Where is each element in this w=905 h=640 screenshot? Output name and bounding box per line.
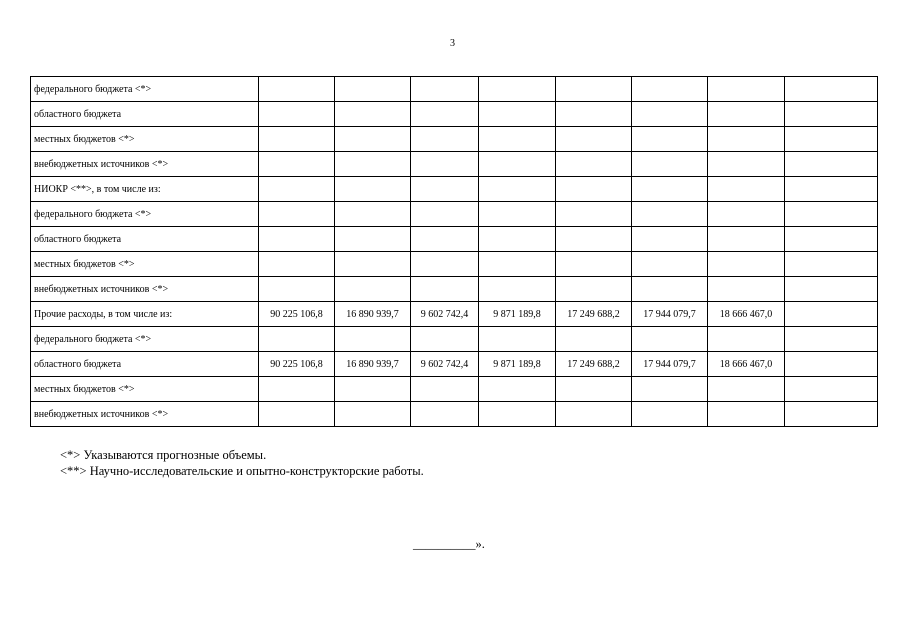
value-cell <box>556 77 632 102</box>
value-cell <box>479 377 556 402</box>
row-label: федерального бюджета <*> <box>31 77 259 102</box>
table-body <box>31 77 878 427</box>
value-cell <box>411 102 479 127</box>
value-cell: 18 666 467,0 <box>708 352 785 377</box>
row-label: областного бюджета <box>31 227 259 252</box>
table-row <box>31 227 878 252</box>
value-cell <box>259 77 335 102</box>
value-cell <box>632 227 708 252</box>
value-cell: 9 602 742,4 <box>411 352 479 377</box>
value-cell <box>632 327 708 352</box>
value-cell <box>556 202 632 227</box>
row-label: местных бюджетов <*> <box>31 252 259 277</box>
table-row <box>31 102 878 127</box>
value-cell: 18 666 467,0 <box>708 302 785 327</box>
value-cell <box>632 277 708 302</box>
value-cell <box>632 202 708 227</box>
value-cell <box>259 277 335 302</box>
row-label: федерального бюджета <*> <box>31 327 259 352</box>
value-cell <box>411 77 479 102</box>
empty-cell <box>785 127 878 152</box>
table-row <box>31 127 878 152</box>
value-cell <box>335 377 411 402</box>
value-cell <box>411 252 479 277</box>
row-label: НИОКР <**>, в том числе из: <box>31 177 259 202</box>
table-row <box>31 377 878 402</box>
value-cell <box>708 277 785 302</box>
table-row <box>31 77 878 102</box>
value-cell <box>708 152 785 177</box>
closing-text: __________». <box>413 537 485 551</box>
value-cell <box>259 152 335 177</box>
value-cell <box>708 77 785 102</box>
row-label: областного бюджета <box>31 102 259 127</box>
value-cell <box>335 327 411 352</box>
table-row <box>31 202 878 227</box>
value-cell <box>556 127 632 152</box>
value-cell <box>632 402 708 427</box>
empty-cell <box>785 327 878 352</box>
value-cell <box>708 127 785 152</box>
value-cell <box>479 177 556 202</box>
value-cell <box>479 327 556 352</box>
value-cell <box>335 77 411 102</box>
empty-cell <box>785 152 878 177</box>
value-cell <box>708 202 785 227</box>
value-cell <box>259 402 335 427</box>
row-label: областного бюджета <box>31 352 259 377</box>
footnote-niokr: <**> Научно-исследовательские и опытно-конструкторские работы. <box>60 464 424 478</box>
value-cell <box>259 327 335 352</box>
value-cell <box>411 277 479 302</box>
value-cell <box>708 227 785 252</box>
table-row <box>31 352 878 377</box>
value-cell: 16 890 939,7 <box>335 302 411 327</box>
value-cell <box>259 177 335 202</box>
value-cell <box>556 152 632 177</box>
value-cell: 16 890 939,7 <box>335 352 411 377</box>
row-label: местных бюджетов <*> <box>31 377 259 402</box>
value-cell <box>259 377 335 402</box>
value-cell <box>479 277 556 302</box>
value-cell <box>708 252 785 277</box>
value-cell <box>335 277 411 302</box>
footnote-forecast: <*> Указываются прогнозные объемы. <box>60 448 267 462</box>
value-cell <box>632 252 708 277</box>
value-cell <box>411 152 479 177</box>
value-cell <box>335 102 411 127</box>
row-label: внебюджетных источников <*> <box>31 152 259 177</box>
value-cell <box>556 377 632 402</box>
value-cell <box>632 152 708 177</box>
empty-cell <box>785 402 878 427</box>
value-cell: 90 225 106,8 <box>259 302 335 327</box>
value-cell <box>708 177 785 202</box>
value-cell <box>411 127 479 152</box>
value-cell <box>411 177 479 202</box>
table-row <box>31 327 878 352</box>
value-cell <box>479 227 556 252</box>
value-cell <box>556 177 632 202</box>
table-row <box>31 277 878 302</box>
value-cell <box>335 252 411 277</box>
value-cell: 17 249 688,2 <box>556 302 632 327</box>
table-row <box>31 152 878 177</box>
value-cell <box>259 127 335 152</box>
value-cell: 17 944 079,7 <box>632 352 708 377</box>
table-row <box>31 177 878 202</box>
value-cell <box>335 402 411 427</box>
empty-cell <box>785 377 878 402</box>
table-row <box>31 302 878 327</box>
value-cell <box>259 252 335 277</box>
value-cell: 90 225 106,8 <box>259 352 335 377</box>
empty-cell <box>785 302 878 327</box>
value-cell: 17 249 688,2 <box>556 352 632 377</box>
value-cell <box>335 152 411 177</box>
value-cell <box>556 227 632 252</box>
value-cell: 9 871 189,8 <box>479 352 556 377</box>
value-cell <box>411 202 479 227</box>
value-cell <box>556 277 632 302</box>
value-cell <box>259 227 335 252</box>
value-cell <box>335 127 411 152</box>
row-label: внебюджетных источников <*> <box>31 402 259 427</box>
empty-cell <box>785 227 878 252</box>
value-cell <box>259 202 335 227</box>
table-row <box>31 252 878 277</box>
row-label: местных бюджетов <*> <box>31 127 259 152</box>
value-cell <box>479 252 556 277</box>
value-cell <box>335 227 411 252</box>
row-label: внебюджетных источников <*> <box>31 277 259 302</box>
value-cell <box>411 327 479 352</box>
value-cell <box>479 152 556 177</box>
budget-table <box>30 76 878 427</box>
empty-cell <box>785 252 878 277</box>
empty-cell <box>785 352 878 377</box>
empty-cell <box>785 102 878 127</box>
empty-cell <box>785 177 878 202</box>
value-cell <box>556 327 632 352</box>
value-cell <box>708 102 785 127</box>
value-cell <box>259 102 335 127</box>
value-cell <box>556 402 632 427</box>
value-cell <box>708 327 785 352</box>
value-cell <box>632 102 708 127</box>
value-cell <box>556 102 632 127</box>
footnotes <box>60 447 424 479</box>
value-cell <box>708 377 785 402</box>
value-cell <box>632 77 708 102</box>
empty-cell <box>785 77 878 102</box>
value-cell <box>632 177 708 202</box>
value-cell <box>556 252 632 277</box>
value-cell <box>411 402 479 427</box>
value-cell <box>479 102 556 127</box>
empty-cell <box>785 277 878 302</box>
value-cell <box>479 402 556 427</box>
value-cell: 9 602 742,4 <box>411 302 479 327</box>
empty-cell <box>785 202 878 227</box>
value-cell <box>411 377 479 402</box>
value-cell <box>632 377 708 402</box>
row-label: Прочие расходы, в том числе из: <box>31 302 259 327</box>
value-cell <box>632 127 708 152</box>
row-label: федерального бюджета <*> <box>31 202 259 227</box>
value-cell <box>335 202 411 227</box>
page-number: 3 <box>450 38 455 49</box>
value-cell <box>479 77 556 102</box>
value-cell <box>335 177 411 202</box>
value-cell: 17 944 079,7 <box>632 302 708 327</box>
value-cell <box>479 127 556 152</box>
value-cell <box>708 402 785 427</box>
value-cell: 9 871 189,8 <box>479 302 556 327</box>
value-cell <box>479 202 556 227</box>
value-cell <box>411 227 479 252</box>
table-row <box>31 402 878 427</box>
